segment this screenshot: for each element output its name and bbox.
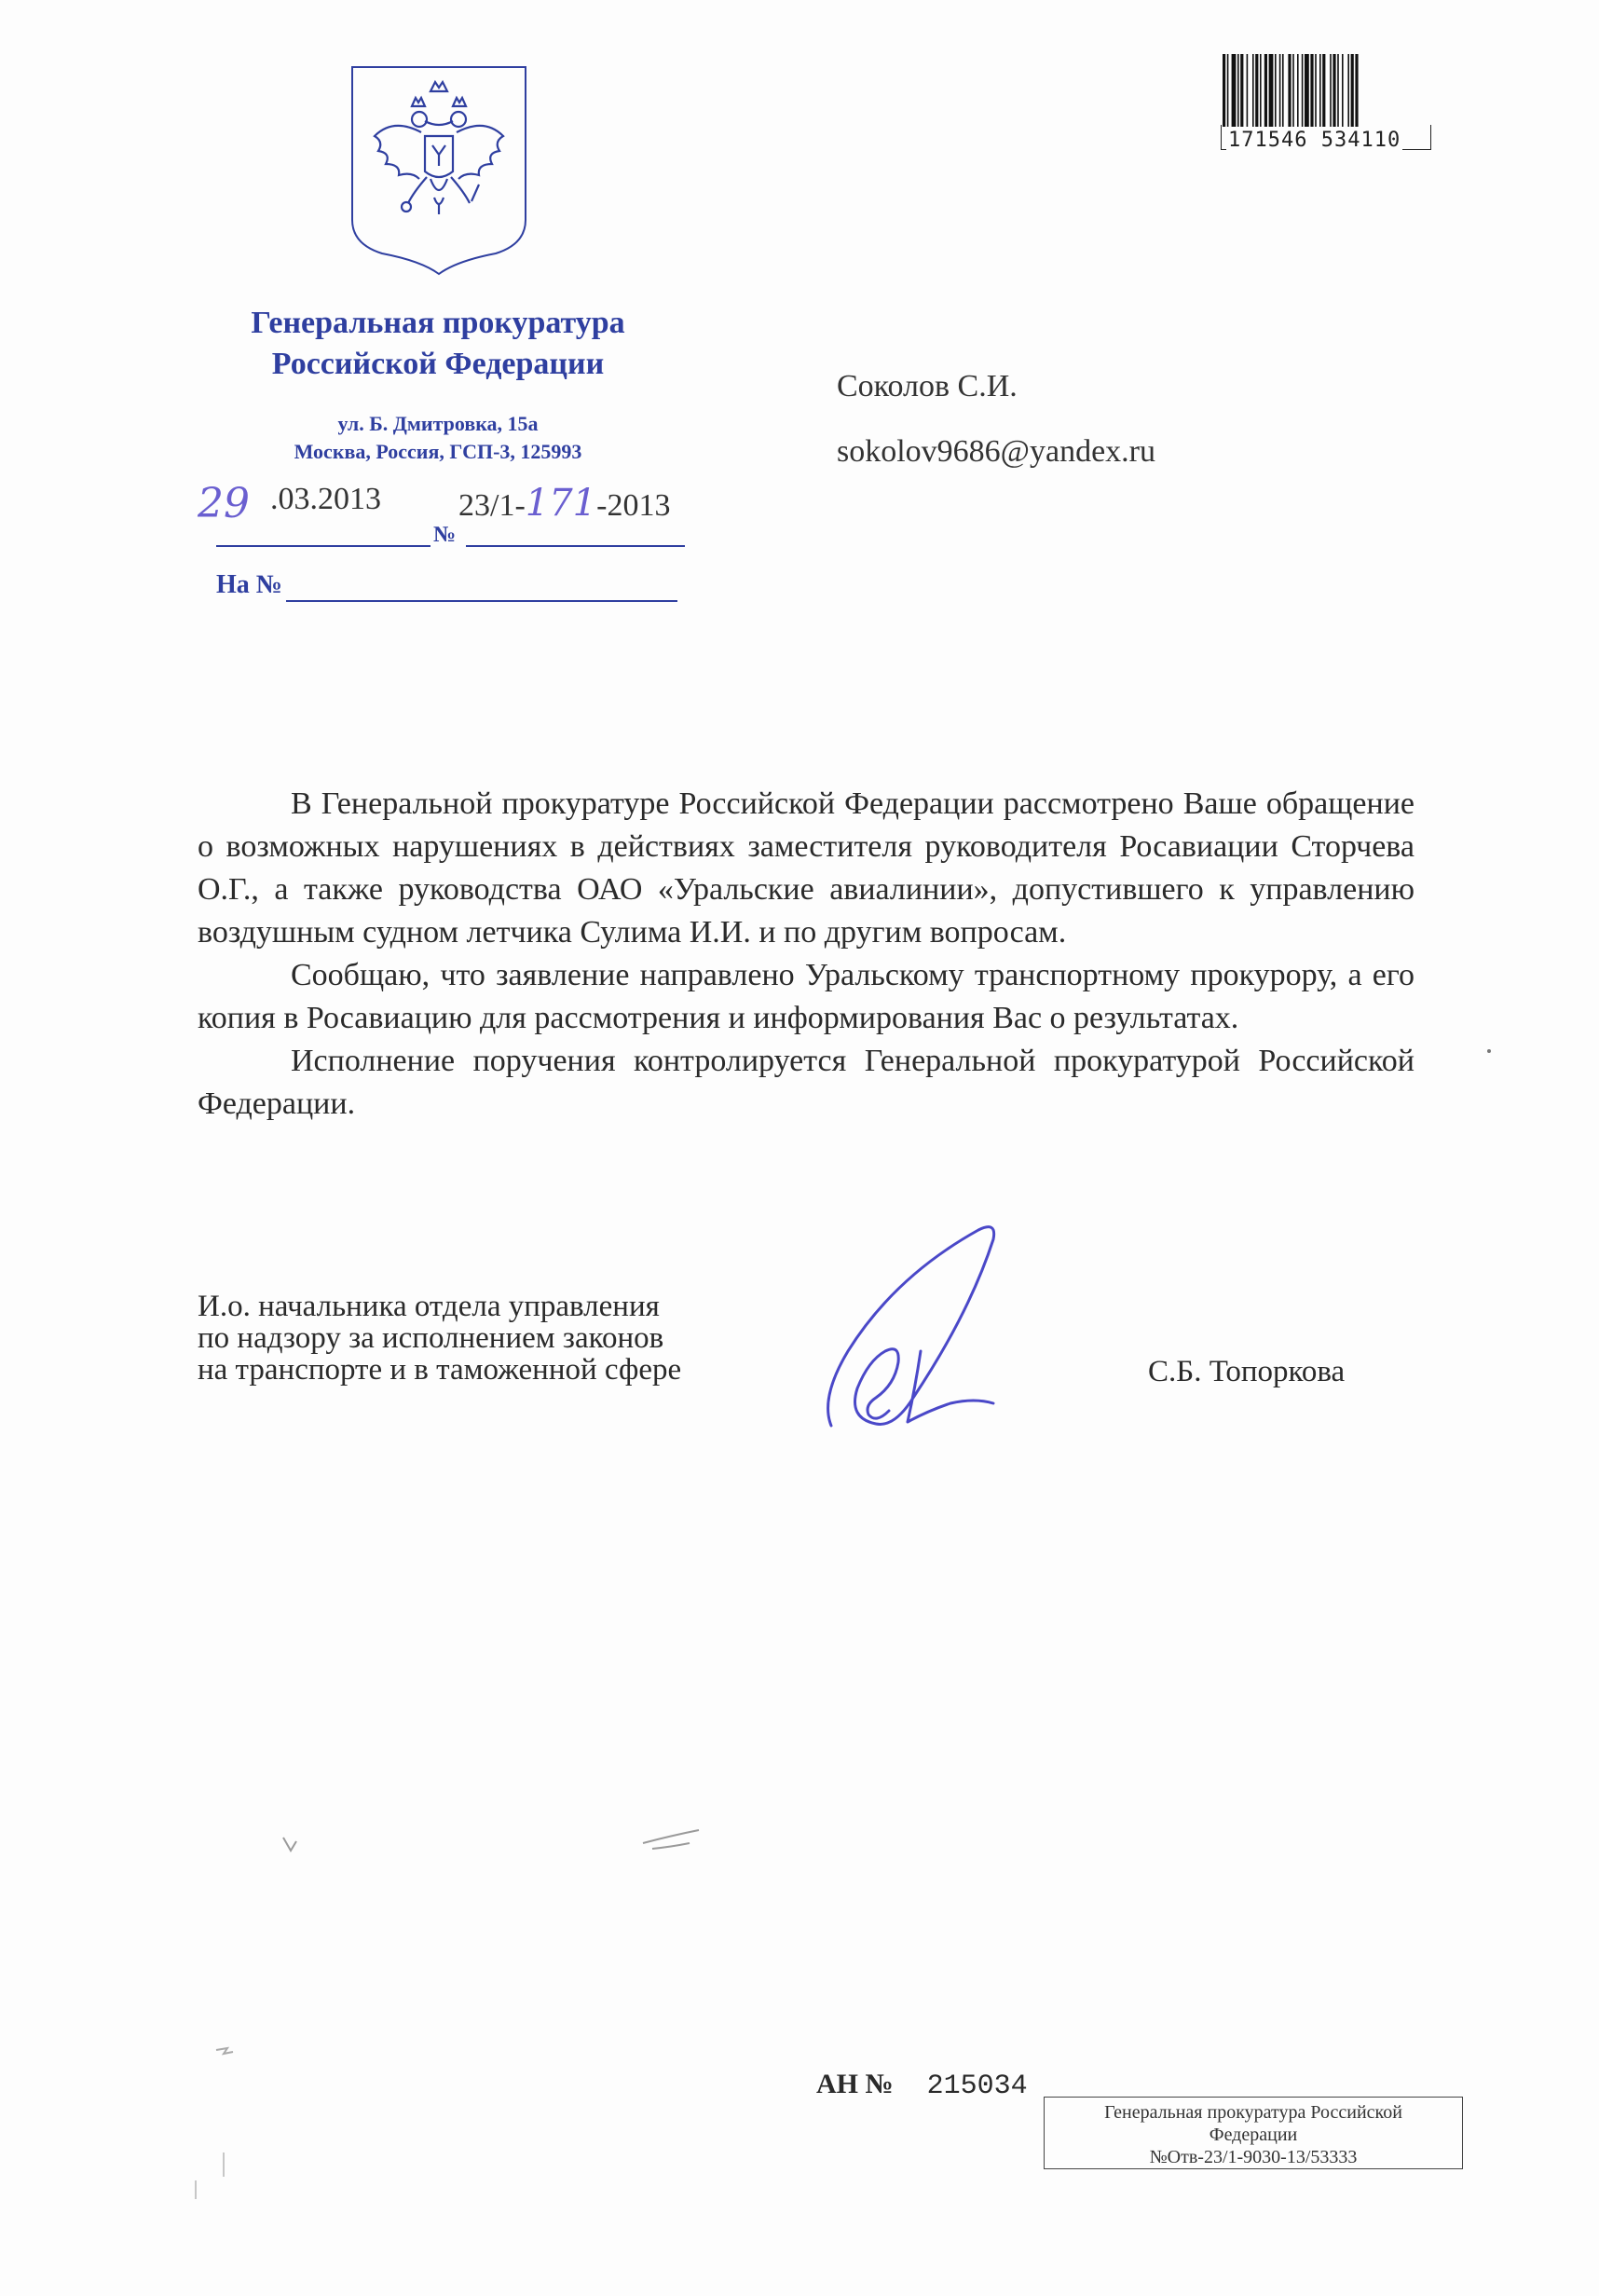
barcode-bar <box>1347 54 1349 127</box>
barcode-bar <box>1282 54 1284 127</box>
position-line3: на транспорте и в таможенной сфере <box>198 1353 682 1387</box>
barcode-bar <box>1279 54 1281 127</box>
outgoing-date-number <box>196 471 690 545</box>
recipient-email: sokolov9686@yandex.ru <box>837 434 1155 469</box>
barcode-bar <box>1342 54 1344 127</box>
barcode-bar <box>1264 54 1267 127</box>
barcode-bar <box>1330 54 1332 127</box>
barcode-bar <box>1240 54 1243 127</box>
organization-name <box>186 303 690 385</box>
organization-name-line1: Генеральная прокуратура <box>251 306 625 340</box>
form-serial-number <box>816 2069 1028 2102</box>
serial-digits: 215034 <box>926 2070 1028 2102</box>
barcode <box>1221 54 1431 152</box>
body-paragraph-1: В Генеральной прокуратуре Российской Федерации рассмотрено Ваше обращение о возможных нарушениях в действиях заместителя руководителя Росавиации Сторчева О.Г., а также руководства ОАО «Уральские авиалинии», допустившего к управлению воздушным судном летчика Сулима И.И. и по другим вопросам. <box>198 786 1414 950</box>
registration-line2: Федерации <box>1209 2125 1298 2145</box>
barcode-bar <box>1237 54 1239 127</box>
reference-line <box>216 570 682 608</box>
serial-prefix: АН № <box>816 2069 894 2099</box>
date-month-year: .03.2013 <box>270 482 381 516</box>
outgoing-number-prefix: 23/1- <box>458 488 526 523</box>
body-paragraph-3: Исполнение поручения контролируется Генеральной прокуратурой Российской Федерации. <box>198 1044 1414 1121</box>
address-line1: ул. Б. Дмитровка, 15а <box>337 412 539 435</box>
recipient-block <box>837 354 1155 485</box>
barcode-bar <box>1297 54 1299 127</box>
barcode-bar <box>1255 54 1258 127</box>
barcode-bars <box>1221 54 1431 134</box>
barcode-bar <box>1227 54 1229 127</box>
registration-stamp <box>1044 2097 1463 2169</box>
number-label: № <box>433 523 457 547</box>
position-line1: И.о. начальника отдела управления <box>198 1290 660 1323</box>
barcode-bar <box>1269 54 1274 127</box>
barcode-bar <box>1252 54 1254 127</box>
barcode-bar <box>1332 54 1335 127</box>
position-line2: по надзору за исполнением законов <box>198 1321 664 1355</box>
outgoing-number <box>458 482 670 525</box>
handwritten-day: 29 <box>198 480 250 527</box>
reference-underline <box>286 600 677 602</box>
registration-line1: Генеральная прокуратура Российской <box>1104 2102 1402 2123</box>
barcode-bar <box>1302 54 1304 127</box>
organization-address <box>186 410 690 466</box>
barcode-bar <box>1260 54 1262 127</box>
barcode-bar <box>1292 54 1294 127</box>
barcode-bar <box>1337 54 1339 127</box>
letter-body <box>198 783 1414 1126</box>
address-line2: Москва, Россия, ГСП-3, 125993 <box>294 440 582 463</box>
organization-name-line2: Российской Федерации <box>271 347 605 381</box>
barcode-bar <box>1310 54 1313 127</box>
body-paragraph-2: Сообщаю, что заявление направлено Уральскому транспортному прокурору, а его копия в Росавиацию для рассмотрения и информирования Вас о результатах. <box>198 958 1414 1035</box>
barcode-bar <box>1305 54 1309 127</box>
number-underline <box>466 545 685 547</box>
coat-of-arms-emblem <box>347 62 531 276</box>
signatory-name: С.Б. Топоркова <box>1148 1355 1346 1388</box>
barcode-bar <box>1275 54 1277 127</box>
outgoing-number-suffix: -2013 <box>596 488 671 523</box>
reference-label: На № <box>216 570 282 599</box>
barcode-bar <box>1232 54 1237 127</box>
barcode-bar <box>1223 54 1225 127</box>
handwritten-number: 171 <box>525 482 597 525</box>
signatory-position <box>198 1291 681 1386</box>
date-underline <box>216 545 430 547</box>
barcode-digits: 171546 534110 <box>1228 129 1401 152</box>
barcode-bar <box>1247 54 1249 127</box>
barcode-bar <box>1315 54 1317 127</box>
handwritten-signature <box>811 1211 1053 1444</box>
barcode-bar <box>1319 54 1321 127</box>
barcode-bar <box>1322 54 1325 127</box>
barcode-bar <box>1351 54 1354 127</box>
recipient-name: Соколов С.И. <box>837 369 1018 403</box>
registration-line3: №Отв-23/1-9030-13/53333 <box>1149 2147 1358 2167</box>
barcode-bar <box>1288 54 1291 127</box>
barcode-bar <box>1355 54 1358 127</box>
